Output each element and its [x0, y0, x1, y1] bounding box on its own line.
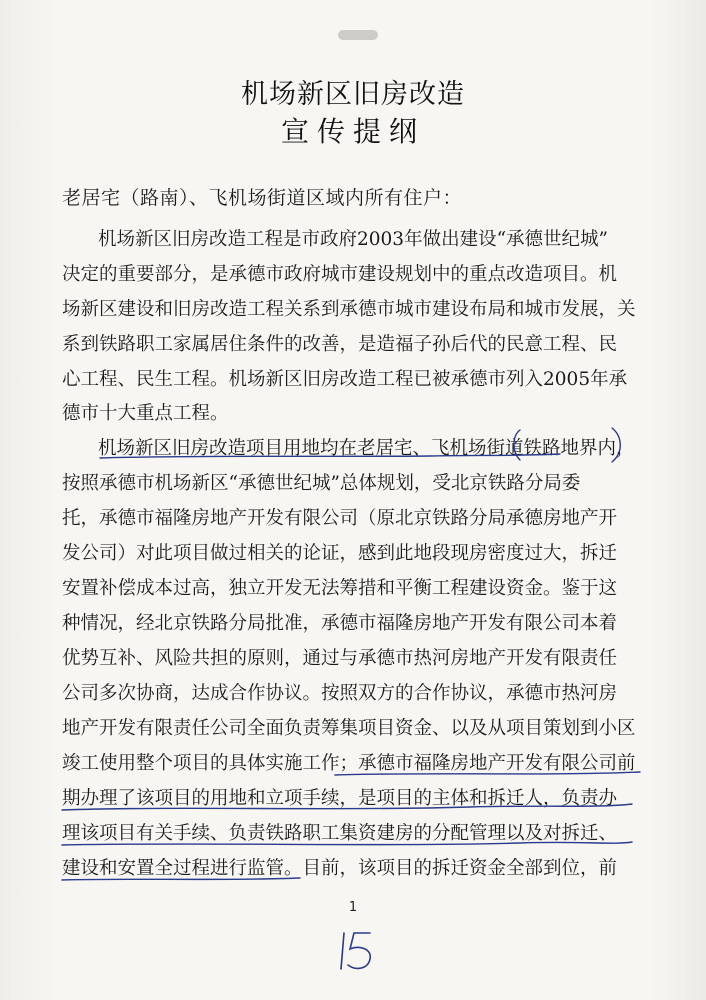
page-number: 1 — [348, 900, 358, 915]
paragraph2-line: 安置补偿成本过高，独立开发无法筹措和平衡工程建设资金。鉴于这 — [62, 578, 618, 599]
paragraph1-line: 场新区建设和旧房改造工程关系到承德市城市建设布局和城市发展，关 — [62, 299, 636, 320]
paragraph1-line: 德市十大重点工程。 — [62, 403, 229, 424]
document-title-line2: 宣传提纲 — [280, 115, 425, 148]
paragraph2-line: 按照承德市机场新区“承德世纪城”总体规划，受北京铁路分局委 — [62, 473, 581, 494]
paragraph1-line: 机场新区旧房改造工程是市政府2003年做出建设“承德世纪城” — [98, 229, 608, 250]
scan-smudge — [338, 30, 378, 40]
paragraph2-line: 机场新区旧房改造项目用地均在老居宅、飞机场街道铁路地界内， — [98, 438, 635, 459]
paragraph2-line: 托，承德市福隆房地产开发有限公司（原北京铁路分局承德房地产开 — [62, 508, 618, 529]
paragraph1-line: 系到铁路职工家属居住条件的改善，是造福子孙后代的民意工程、民 — [62, 334, 618, 355]
salutation: 老居宅（路南）、飞机场街道区域内所有住户： — [62, 187, 463, 209]
paragraph1-line: 心工程、民生工程。机场新区旧房改造工程已被承德市列入2005年承 — [62, 369, 628, 390]
paragraph2-line: 竣工使用整个项目的具体实施工作；承德市福隆房地产开发有限公司前 — [62, 753, 636, 774]
paragraph2-line: 建设和安置全过程进行监管。目前，该项目的拆迁资金全部到位，前 — [62, 858, 618, 879]
paragraph2-line: 地产开发有限责任公司全面负责筹集项目资金、以及从项目策划到小区 — [62, 718, 636, 739]
paragraph2-line: 种情况，经北京铁路分局批准，承德市福隆房地产开发有限公司本着 — [62, 613, 618, 634]
paragraph2-line: 优势互补、风险共担的原则，通过与承德市热河房地产开发有限责任 — [62, 648, 618, 669]
handwritten-page-mark — [330, 925, 390, 975]
paragraph2-line: 期办理了该项目的用地和立项手续，是项目的主体和拆迁人，负责办 — [62, 788, 618, 809]
paragraph1-line: 决定的重要部分，是承德市政府城市建设规划中的重点改造项目。机 — [62, 264, 618, 285]
document-title-line1: 机场新区旧房改造 — [241, 79, 465, 110]
paragraph2-line: 发公司）对此项目做过相关的论证，感到此地段现房密度过大，拆迁 — [62, 543, 618, 564]
paragraph2-line: 公司多次协商，达成合作协议。按照双方的合作协议，承德市热河房 — [62, 683, 618, 704]
paragraph2-line: 理该项目有关手续、负责铁路职工集资建房的分配管理以及对拆迁、 — [62, 823, 618, 844]
